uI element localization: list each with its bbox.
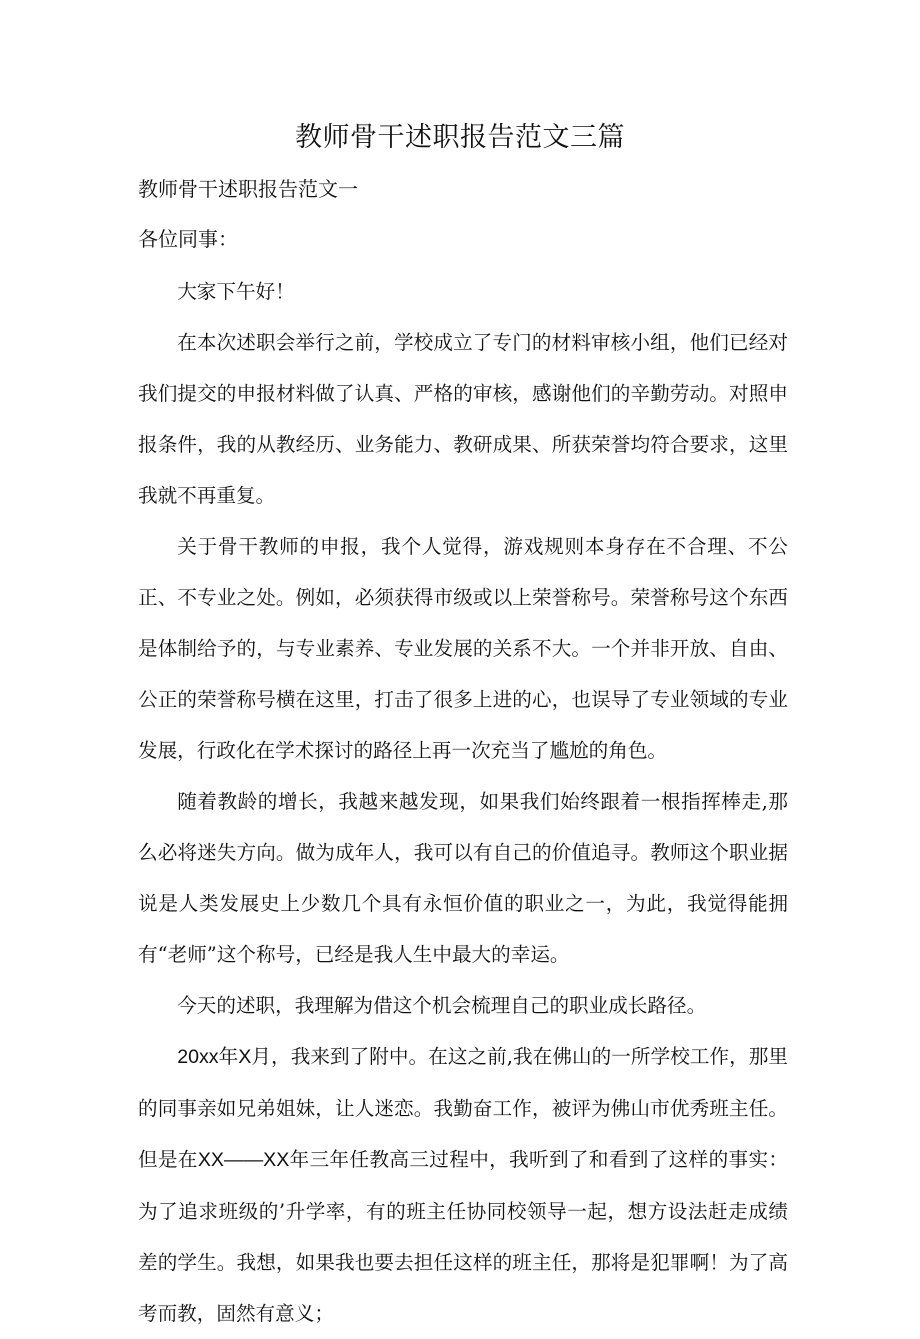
history-text-2: 年三年任教高三过程中，我听到了和看到了这样的事实：为了追求班级的’升学率，有的班主任协同校领导一起，想方设法赶走成绩差的学生。我想，如果我也要去担任这样的班主任，那将是犯罪啊！为了高考而教，固然有意义； xyxy=(138,1148,789,1325)
year-text: 20xx xyxy=(177,1046,219,1068)
year-range-text: XX——XX xyxy=(197,1149,290,1171)
year-suffix: 年 xyxy=(218,1045,239,1068)
document-title: 教师骨干述职报告范文三篇 xyxy=(295,122,625,153)
paragraph-teaching-value: 随着教龄的增长，我越来越发现，如果我们始终跟着一根指挥棒走,那么必将迷失方向。做为成年人，我可以有自己的价值追寻。教师这个职业据说是人类发展史上少数几个具有永恒价值的职业之一，为此，我觉得能拥有“老师”这个称号，已经是我人生中最大的幸运。 xyxy=(138,790,788,966)
paragraph-career-history xyxy=(138,1031,788,1339)
salutation: 各位同事： xyxy=(138,227,238,251)
paragraph-greeting: 大家下午好！ xyxy=(177,280,295,303)
section-heading: 教师骨干述职报告范文一 xyxy=(138,177,358,201)
month-text: X xyxy=(238,1046,252,1068)
paragraph-review-thanks: 在本次述职会举行之前，学校成立了专门的材料审核小组，他们已经对我们提交的申报材料做了认真、严格的审核，感谢他们的辛勤劳动。对照申报条件，我的从教经历、业务能力、教研成果、所获荣誉均符合要求，这里我就不再重复。 xyxy=(138,331,788,507)
paragraph-application-rules: 关于骨干教师的申报，我个人觉得，游戏规则本身存在不合理、不公正、不专业之处。例如，必须获得市级或以上荣誉称号。荣誉称号这个东西是体制给予的，与专业素养、专业发展的关系不大。一个并非开放、自由、公正的荣誉称号横在这里，打击了很多上进的心，也误导了专业领域的专业发展，行政化在学术探讨的路径上再一次充当了尴尬的角色。 xyxy=(138,535,788,762)
paragraph-career-path: 今天的述职，我理解为借这个机会梳理自己的职业成长路径。 xyxy=(177,994,707,1017)
document-body xyxy=(138,266,788,1339)
history-text-1: 月，我来到了附中。在这之前,我在佛山的一所学校工作，那里的同事亲如兄弟姐妹，让人迷恋。我勤奋工作，被评为佛山市优秀班主任。但是在 xyxy=(138,1045,789,1171)
